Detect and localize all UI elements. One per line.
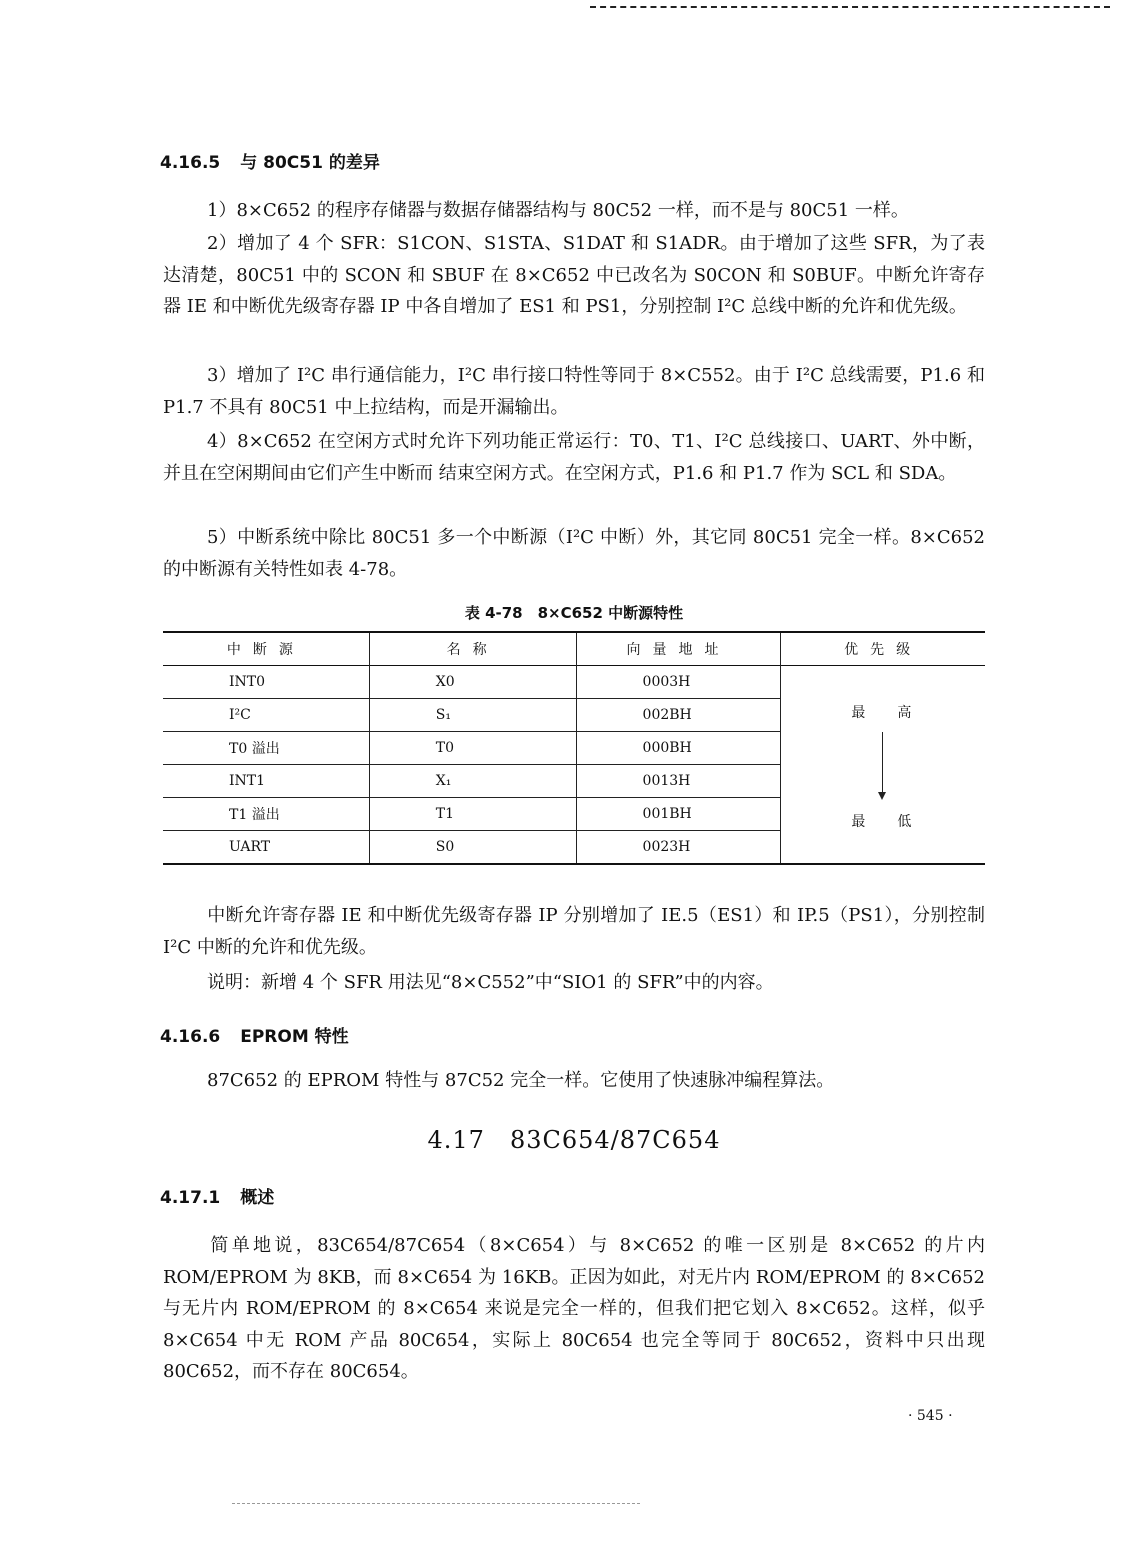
header-vector: 向量地址 (576, 632, 781, 666)
cell-name: X₁ (369, 765, 576, 798)
interrupt-source-table (163, 631, 985, 865)
table-header-row (163, 632, 985, 666)
heading-text: EPROM 特性 (240, 1027, 349, 1047)
cell-name: T1 (369, 798, 576, 831)
table-caption: 表 4-78 8×C652 中断源特性 (464, 604, 684, 622)
cell-name: S₁ (369, 699, 576, 732)
header-priority: 优先级 (781, 632, 985, 666)
cell-vector: 000BH (576, 732, 781, 765)
priority-high-label: 最高 (851, 705, 944, 721)
table-row (163, 666, 985, 699)
paragraph-5: 5）中断系统中除比 80C51 多一个中断源（I²C 中断）外，其它同 80C51 完全一样。8×C652 的中断源有关特性如表 4-78。 (163, 527, 985, 580)
cell-name: X0 (369, 666, 576, 699)
paragraph-6: 中断允许寄存器 IE 和中断优先级寄存器 IP 分别增加了 IE.5（ES1）和 IP.5（PS1），分别控制 I²C 中断的允许和优先级。 (163, 905, 985, 958)
paragraph-7: 说明：新增 4 个 SFR 用法见“8×C552”中“SIO1 的 SFR”中的内容。 (207, 972, 774, 993)
paragraph-2: 2）增加了 4 个 SFR：S1CON、S1STA、S1DAT 和 S1ADR。由于增加了这些 SFR，为了表达清楚，80C51 中的 SCON 和 SBUF 在 8×C652 中已改名为 S0CON 和 S0BUF。中断允许寄存器 IE 和中断优先级寄存器 IP 中各自增加了 ES1 和 PS1，分别控制 I²C 总线中断的允许和优先级。 (163, 233, 985, 317)
header-source: 中断源 (226, 642, 305, 658)
cell-source: INT0 (229, 674, 266, 690)
cell-source: T0 溢出 (229, 741, 280, 757)
cell-vector: 0013H (576, 765, 781, 798)
cell-name: T0 (369, 732, 576, 765)
cell-vector: 0023H (576, 831, 781, 865)
cell-vector: 001BH (576, 798, 781, 831)
cell-vector: 0003H (576, 666, 781, 699)
heading-number: 4.16.5 (160, 153, 221, 173)
header-name: 名称 (369, 632, 576, 666)
section-title-4-17: 4.17 83C654/87C654 (427, 1126, 721, 1154)
heading-text: 与 80C51 的差异 (240, 153, 380, 173)
heading-4-17-1 (160, 1183, 274, 1208)
cell-vector: 002BH (576, 699, 781, 732)
paragraph-4: 4）8×C652 在空闲方式时允许下列功能正常运行：T0、T1、I²C 总线接口、UART、外中断，并且在空闲期间由它们产生中断而 结束空闲方式。在空闲方式，P1.6 和 P1.7 作为 SCL 和 SDA。 (163, 431, 985, 484)
cell-source: UART (229, 839, 271, 855)
paragraph-1: 1）8×C652 的程序存储器与数据存储器结构与 80C52 一样，而不是与 80C51 一样。 (207, 200, 909, 221)
heading-number: 4.17.1 (160, 1188, 221, 1208)
down-arrow-icon (878, 792, 886, 800)
heading-4-16-6 (160, 1022, 349, 1047)
bottom-dash-rule (232, 1503, 640, 1504)
paragraph-9: 简单地说，83C654/87C654（8×C654）与 8×C652 的唯一区别是 8×C652 的片内 ROM/EPROM 为 8KB，而 8×C654 为 16KB。正因为如此，对无片内 ROM/EPROM 的 8×C652 与无片内 ROM/EPROM 的 8×C654 来说是完全一样的，但我们把它划入 8×C652。这样，似乎 8×C654 中无 ROM 产品 80C654，实际上 80C654 也完全等同于 80C652，资料中只出现 80C652，而不存在 80C654。 (163, 1235, 985, 1382)
paragraph-3: 3）增加了 I²C 串行通信能力，I²C 串行接口特性等同于 8×C552。由于 I²C 总线需要，P1.6 和 P1.7 不具有 80C51 中上拉结构，而是开漏输出。 (163, 365, 985, 418)
heading-text: 概述 (240, 1188, 275, 1208)
priority-low-label: 最低 (851, 814, 944, 830)
heading-number: 4.16.6 (160, 1027, 221, 1047)
cell-source: T1 溢出 (229, 807, 280, 823)
paragraph-8: 87C652 的 EPROM 特性与 87C52 完全一样。它使用了快速脉冲编程算法。 (207, 1070, 835, 1091)
top-dash-rule (590, 6, 1110, 8)
priority-arrow-line (882, 732, 883, 796)
cell-source: INT1 (229, 773, 266, 789)
cell-source: I²C (229, 707, 251, 723)
heading-4-16-5 (160, 148, 380, 173)
cell-priority (781, 666, 985, 865)
page-number: · 545 · (908, 1408, 953, 1424)
cell-name: S0 (369, 831, 576, 865)
